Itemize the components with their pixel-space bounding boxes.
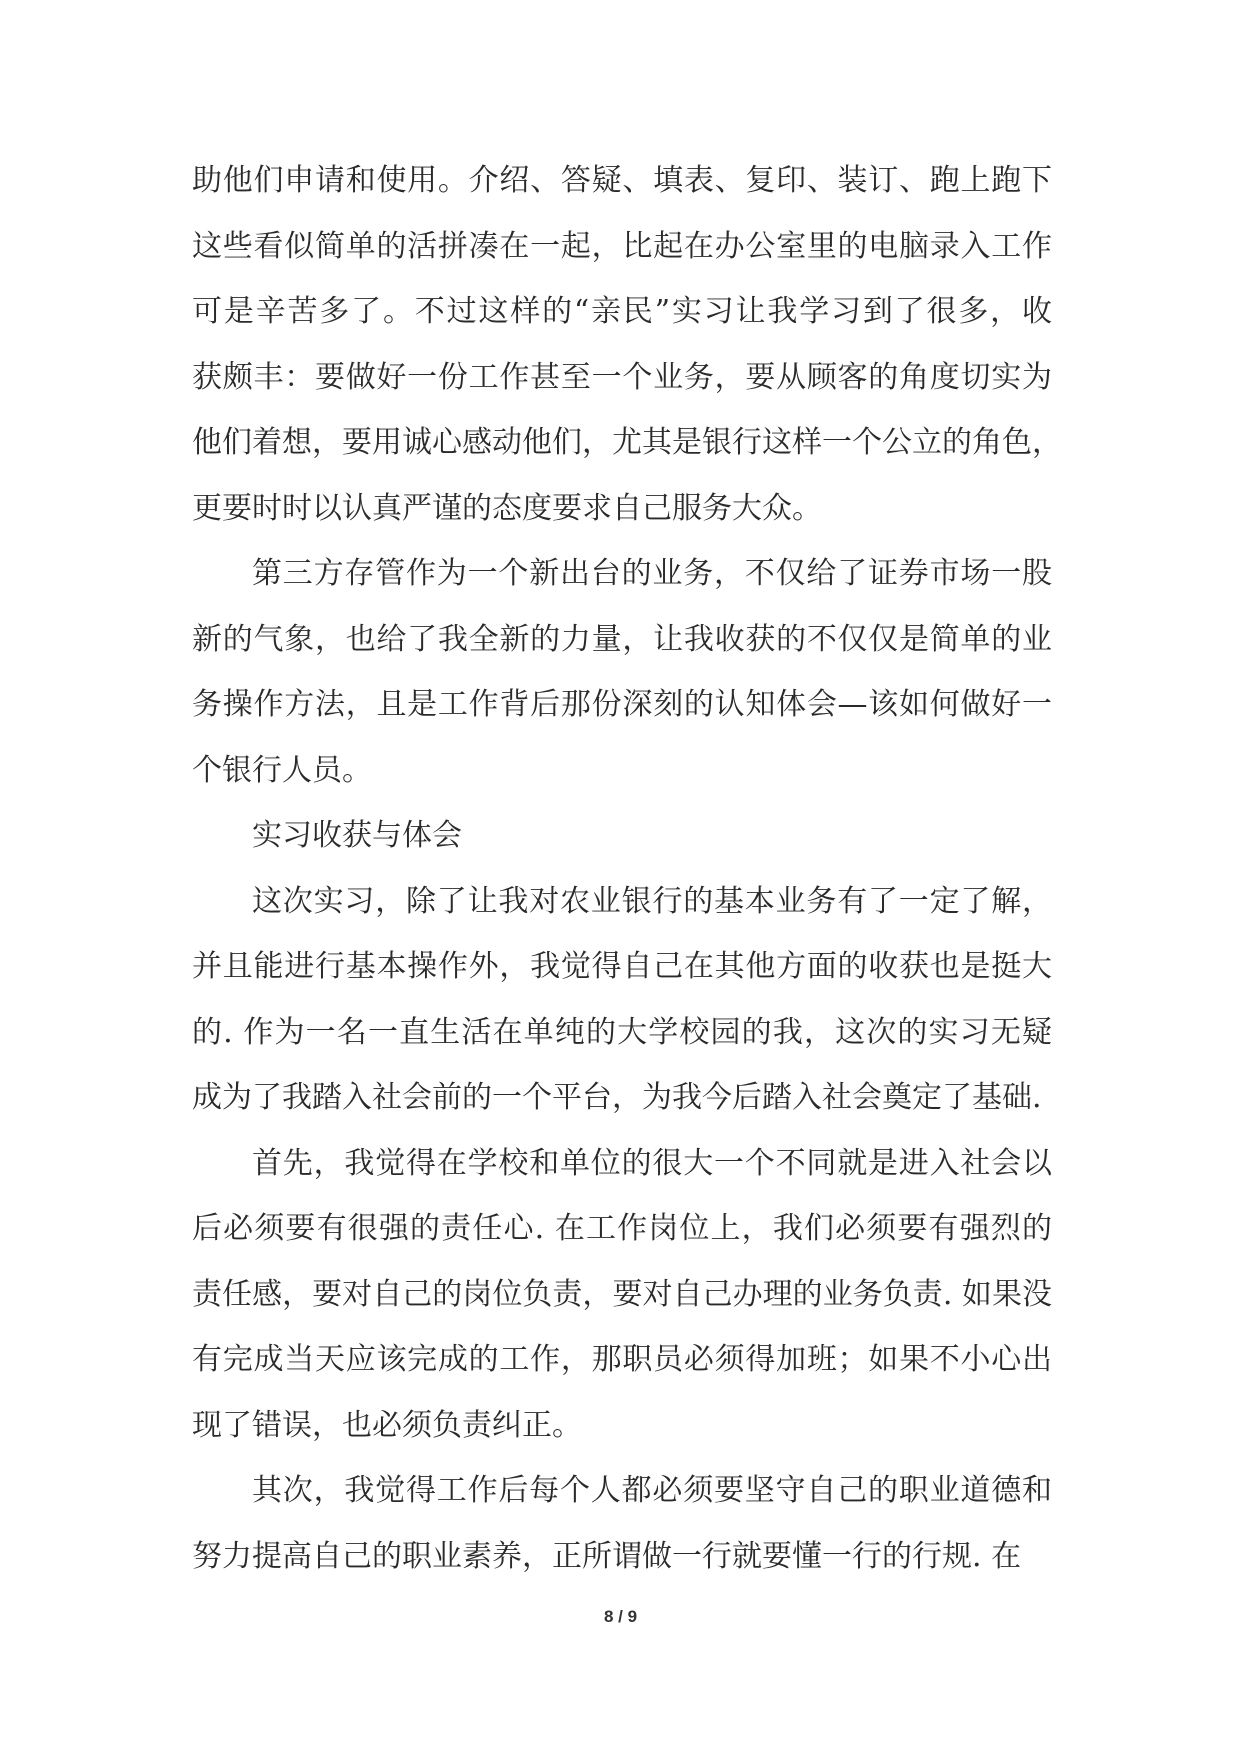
text-line: 现了错误，也必须负责纠正。 [192,1407,582,1443]
text-line: 后必须要有很强的责任心. 在工作岗位上，我们必须要有强烈的 [192,1211,1052,1246]
paragraph [192,1131,1052,1459]
text-line: 个银行人员。 [192,752,372,788]
text-line: 实习收获与体会 [252,818,462,853]
text-line: 有完成当天应该完成的工作，那职员必须得加班；如果不小心出 [192,1342,1052,1377]
document-body [192,148,1062,1589]
paragraph [192,1458,1052,1589]
paragraph [192,541,1052,803]
text-line: 成为了我踏入社会前的一个平台，为我今后踏入社会奠定了基础. [192,1080,1042,1115]
paragraph [192,803,1052,869]
text-line: 的. 作为一名一直生活在单纯的大学校园的我，这次的实习无疑 [192,1014,1052,1050]
text-line: 新的气象，也给了我全新的力量，让我收获的不仅仅是简单的业 [192,621,1052,657]
text-line: 更要时时以认真严谨的态度要求自己服务大众。 [192,490,822,526]
text-line: 第三方存管作为一个新出台的业务，不仅给了证券市场一股 [252,556,1052,591]
page-number: 8 / 9 [603,1607,638,1626]
paragraph [192,148,1062,541]
text-line: 这些看似简单的活拼凑在一起，比起在办公室里的电脑录入工作 [192,228,1052,264]
text-line: 他们着想，要用诚心感动他们，尤其是银行这样一个公立的角色， [192,425,1062,460]
text-line: 责任感，要对自己的岗位负责，要对自己办理的业务负责. 如果没 [192,1276,1052,1312]
text-line: 这次实习，除了让我对农业银行的基本业务有了一定了解， [252,883,1052,919]
text-line: 其次，我觉得工作后每个人都必须要坚守自己的职业道德和 [252,1473,1052,1508]
text-line: 获颇丰：要做好一份工作甚至一个业务，要从顾客的角度切实为 [192,359,1052,395]
text-line: 务操作方法，且是工作背后那份深刻的认知体会—该如何做好一 [192,687,1052,722]
text-line: 努力提高自己的职业素养，正所谓做一行就要懂一行的行规. 在 [192,1538,1022,1574]
paragraph [192,869,1052,1131]
text-line: 并且能进行基本操作外，我觉得自己在其他方面的收获也是挺大 [192,949,1052,984]
text-line: 首先，我觉得在学校和单位的很大一个不同就是进入社会以 [252,1145,1052,1181]
text-line: 助他们申请和使用。介绍、答疑、填表、复印、装订、跑上跑下 [192,163,1052,198]
text-line: 可是辛苦多了。不过这样的“亲民”实习让我学习到了很多，收 [192,294,1052,329]
